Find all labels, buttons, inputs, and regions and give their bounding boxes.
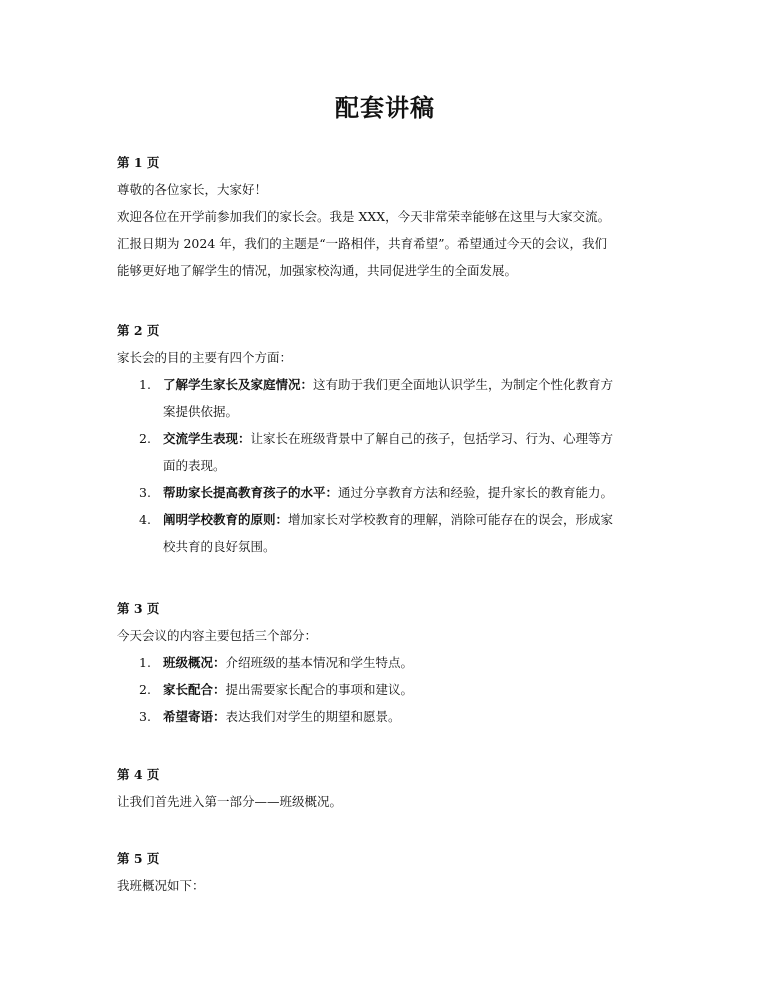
list-item-title: 交流学生表现： <box>163 431 251 446</box>
section-heading: 第 1 页 <box>117 155 160 170</box>
list-item-text: 校共育的良好氛围。 <box>163 539 276 554</box>
list-item-text: 提出需要家长配合的事项和建议。 <box>225 682 414 697</box>
list-item-text: 增加家长对学校教育的理解，消除可能存在的误会，形成家 <box>288 512 614 527</box>
list-number: 1. <box>139 655 151 670</box>
list-item-text: 表达我们对学生的期望和愿景。 <box>225 709 401 724</box>
list-item-text: 通过分享教育方法和经验，提升家长的教育能力。 <box>338 485 614 500</box>
section-intro: 今天会议的内容主要包括三个部分： <box>117 628 318 643</box>
list-item <box>117 676 662 703</box>
list-number: 1. <box>139 377 151 392</box>
paragraph-line: 我班概况如下： <box>117 878 205 893</box>
list-item-title: 家长配合： <box>163 682 226 697</box>
paragraph-line: 让我们首先进入第一部分——班级概况。 <box>117 794 343 809</box>
section-page-1 <box>117 150 662 284</box>
section-heading: 第 5 页 <box>117 851 160 866</box>
list-item-text: 让家长在班级背景中了解自己的孩子，包括学习、行为、心理等方 <box>250 431 614 446</box>
list-item-text: 介绍班级的基本情况和学生特点。 <box>225 655 414 670</box>
list-item-title: 阐明学校教育的原则： <box>163 512 289 527</box>
list-item <box>117 425 662 479</box>
paragraph-line: 尊敬的各位家长，大家好！ <box>117 182 268 197</box>
list-item <box>117 506 662 560</box>
list-item-title: 班级概况： <box>163 655 226 670</box>
list-number: 3. <box>139 709 151 724</box>
section-heading: 第 4 页 <box>117 767 160 782</box>
section-intro: 家长会的目的主要有四个方面： <box>117 350 293 365</box>
list-item <box>117 371 662 425</box>
list-item <box>117 479 662 506</box>
section-heading: 第 2 页 <box>117 323 160 338</box>
list-number: 3. <box>139 485 151 500</box>
purpose-list <box>117 371 662 560</box>
paragraph-line: 汇报日期为 2024 年，我们的主题是“一路相伴，共育希望”。希望通过今天的会议，我们 <box>117 236 608 251</box>
section-page-5 <box>117 846 662 899</box>
list-item-title: 帮助家长提高教育孩子的水平： <box>163 485 339 500</box>
list-item-text: 这有助于我们更全面地认识学生，为制定个性化教育方 <box>313 377 614 392</box>
list-number: 2. <box>139 682 151 697</box>
list-item-title: 希望寄语： <box>163 709 226 724</box>
list-item-title: 了解学生家长及家庭情况： <box>163 377 314 392</box>
list-item <box>117 649 662 676</box>
section-page-3 <box>117 596 662 730</box>
section-page-4 <box>117 762 662 815</box>
list-item <box>117 703 662 730</box>
paragraph-line: 欢迎各位在开学前参加我们的家长会。我是 XXX，今天非常荣幸能够在这里与大家交流。 <box>117 209 611 224</box>
list-item-text: 面的表现。 <box>163 458 226 473</box>
list-item-text: 案提供依据。 <box>163 404 239 419</box>
agenda-list <box>117 649 662 730</box>
list-number: 2. <box>139 431 151 446</box>
paragraph-line: 能够更好地了解学生的情况，加强家校沟通，共同促进学生的全面发展。 <box>117 263 518 278</box>
document-title: 配套讲稿 <box>335 93 435 122</box>
section-heading: 第 3 页 <box>117 601 160 616</box>
list-number: 4. <box>139 512 151 527</box>
section-page-2 <box>117 318 662 560</box>
